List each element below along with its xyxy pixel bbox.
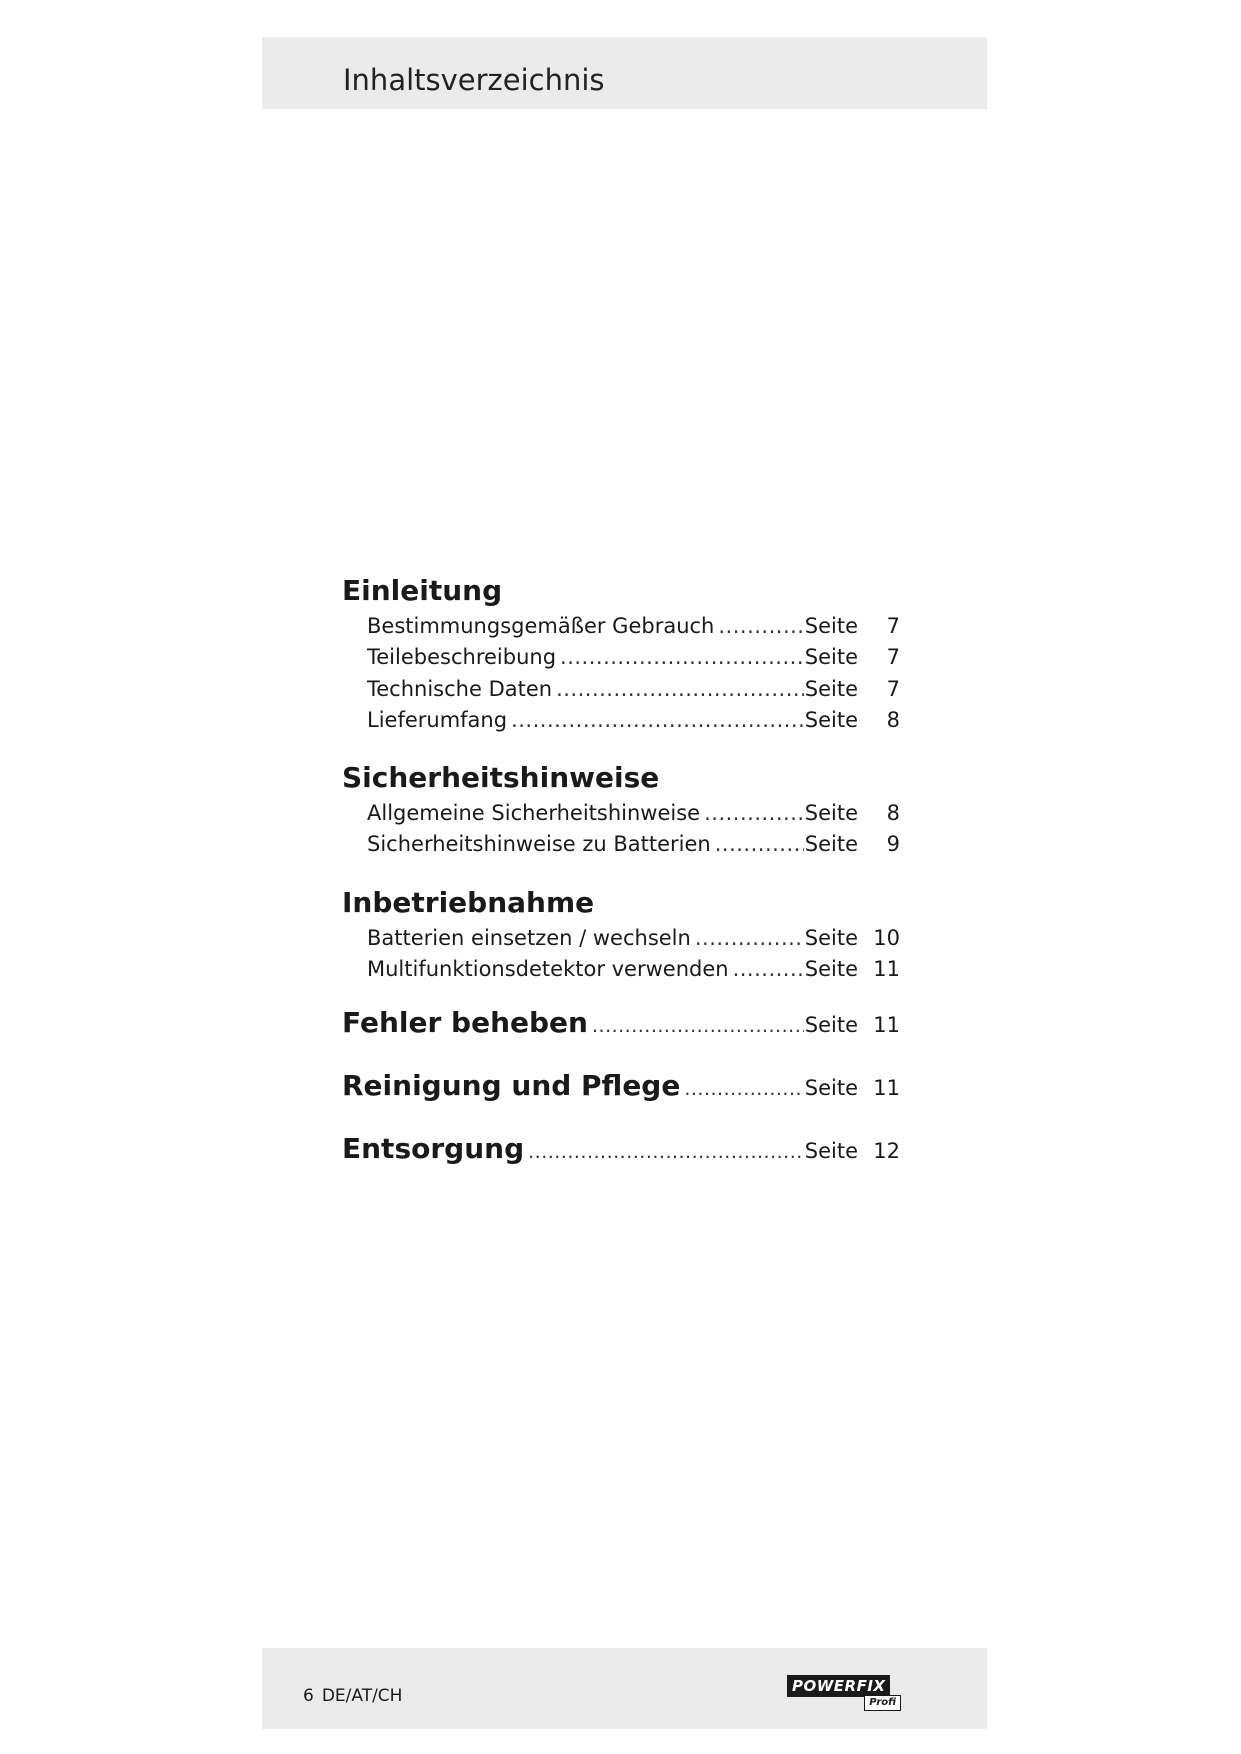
toc-page-number: 7	[886, 614, 900, 638]
table-of-contents	[342, 574, 902, 1195]
toc-seite-label: Seite	[804, 925, 858, 950]
toc-seite-label: Seite	[804, 614, 858, 638]
dot-leader	[511, 708, 804, 732]
toc-page-number: 11	[873, 1076, 900, 1101]
toc-entry-label: Batterien einsetzen / wechseln	[367, 925, 691, 950]
toc-seite-label: Seite	[804, 645, 858, 670]
dot-leader	[704, 801, 804, 825]
dot-leader	[528, 1141, 804, 1163]
toc-page-number: 10	[873, 925, 900, 950]
dot-leader	[560, 645, 804, 669]
toc-entry[interactable]	[342, 801, 902, 832]
toc-entry[interactable]	[342, 677, 902, 708]
toc-seite-label: Seite	[804, 957, 858, 982]
toc-seite-label: Seite	[804, 676, 858, 701]
toc-section-heading: Einleitung	[342, 574, 503, 607]
toc-page-number: 8	[886, 801, 900, 826]
page-number: 6	[303, 1686, 314, 1706]
toc-entry-label: Lieferumfang	[367, 707, 508, 732]
toc-section-heading: Entsorgung	[342, 1132, 525, 1166]
toc-entry[interactable]	[342, 645, 902, 676]
toc-entry-label: Multifunktionsdetektor verwenden	[367, 957, 729, 982]
toc-page-number: 7	[886, 676, 900, 701]
logo-main-text: POWERFIX	[787, 1675, 890, 1697]
dot-leader	[718, 614, 803, 638]
dot-leader	[684, 1078, 803, 1100]
dot-leader	[715, 832, 804, 856]
powerfix-logo	[787, 1675, 905, 1709]
toc-seite-label: Seite	[804, 707, 858, 732]
toc-entry-label: Allgemeine Sicherheitshinweise	[367, 801, 701, 826]
toc-entry[interactable]	[342, 708, 902, 739]
toc-seite-label: Seite	[804, 1076, 858, 1101]
toc-page-number: 11	[873, 1013, 900, 1038]
toc-entry[interactable]	[342, 957, 902, 988]
toc-section-heading: Inbetriebnahme	[342, 885, 595, 919]
toc-seite-label: Seite	[804, 832, 858, 857]
toc-entry-label: Technische Daten	[367, 676, 553, 701]
toc-seite-label: Seite	[804, 1013, 858, 1038]
toc-page-number: 12	[873, 1139, 900, 1164]
dot-leader	[733, 957, 804, 981]
toc-entry[interactable]	[342, 926, 902, 957]
toc-entry[interactable]	[342, 832, 902, 863]
toc-section-heading: Sicherheitshinweise	[342, 761, 660, 795]
toc-entry-label: Sicherheitshinweise zu Batterien	[367, 832, 711, 857]
dot-leader	[695, 926, 804, 950]
toc-section-heading: Fehler beheben	[342, 1006, 588, 1040]
toc-section-einleitung	[342, 574, 902, 739]
toc-page-number: 11	[873, 957, 900, 982]
toc-page-number: 7	[886, 645, 900, 670]
toc-entry-fehler-beheben[interactable]	[342, 1006, 902, 1046]
toc-seite-label: Seite	[804, 1139, 858, 1164]
toc-section-sicherheitshinweise	[342, 761, 902, 864]
dot-leader	[592, 1015, 804, 1037]
toc-page-number: 9	[886, 832, 900, 857]
toc-entry-label: Bestimmungsgemäßer Gebrauch	[367, 614, 715, 638]
toc-section-heading: Reinigung und Pflege	[342, 1069, 681, 1103]
toc-seite-label: Seite	[804, 801, 858, 826]
toc-entry[interactable]	[342, 614, 902, 645]
toc-entry-label: Teilebeschreibung	[367, 645, 557, 670]
page-title: Inhaltsverzeichnis	[343, 63, 605, 97]
toc-section-inbetriebnahme	[342, 886, 902, 989]
toc-entry-entsorgung[interactable]	[342, 1132, 902, 1172]
toc-page-number: 8	[886, 707, 900, 732]
header-band	[262, 37, 987, 109]
footer-text	[303, 1686, 410, 1706]
toc-entry-reinigung-und-pflege[interactable]	[342, 1069, 902, 1109]
logo-sub-text: Profi	[864, 1695, 901, 1711]
dot-leader	[556, 677, 804, 701]
footer-band	[262, 1648, 987, 1729]
region-label: DE/AT/CH	[321, 1686, 403, 1706]
